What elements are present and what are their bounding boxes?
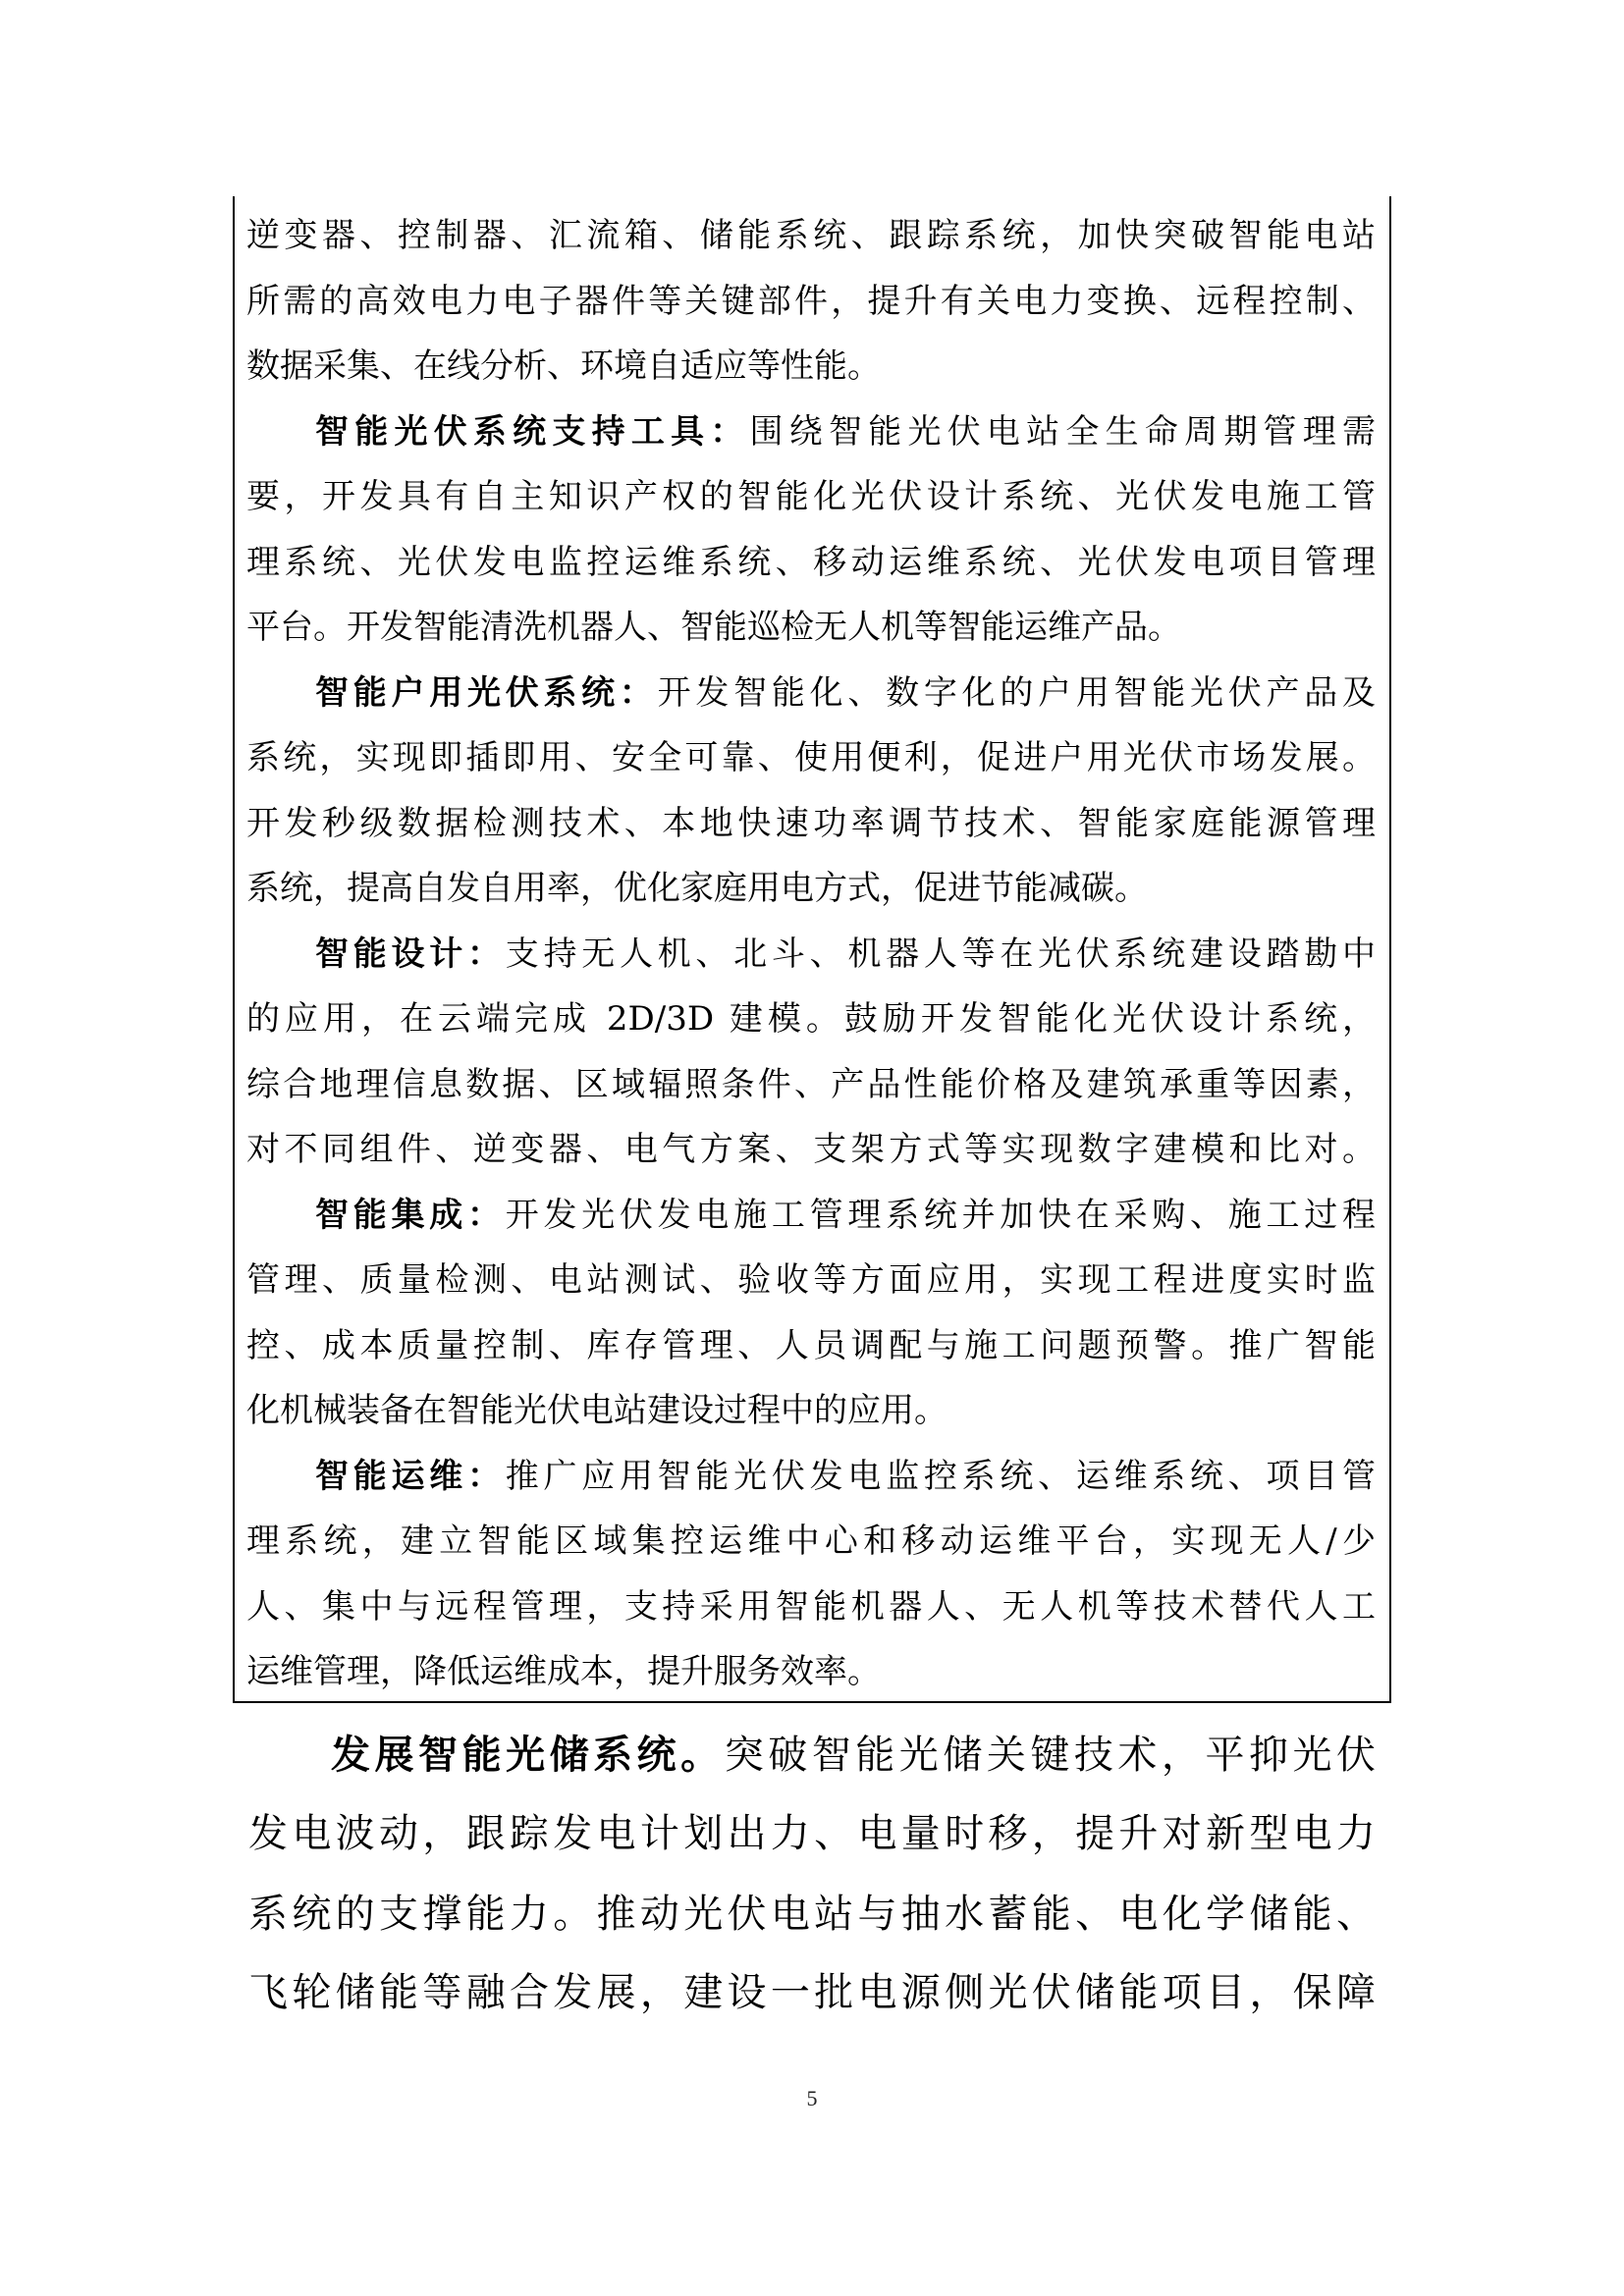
box-text-line: 要，开发具有自主知识产权的智能化光伏设计系统、光伏发电施工管: [246, 477, 1376, 516]
box-text-line: 综合地理信息数据、区域辐照条件、产品性能价格及建筑承重等因素，: [246, 1065, 1376, 1104]
page-number: 5: [806, 2086, 818, 2110]
box-text-line: 的应用，在云端完成 2D/3D 建模。鼓励开发智能化光伏设计系统，: [246, 999, 1376, 1039]
paragraph-heading-residential-pv: 智能户用光伏系统：: [315, 673, 658, 713]
body-text-line: 飞轮储能等融合发展，建设一批电源侧光伏储能项目，保障: [248, 1970, 1376, 2015]
paragraph-heading-support-tools: 智能光伏系统支持工具：: [315, 412, 750, 452]
box-paragraph-first-line: 智能设计：支持无人机、北斗、机器人等在光伏系统建设踏勘中: [315, 934, 1377, 974]
box-text-line: 数据采集、在线分析、环境自适应等性能。: [246, 347, 881, 386]
box-paragraph-first-line: 智能户用光伏系统：开发智能化、数字化的户用智能光伏产品及: [315, 673, 1377, 713]
box-text-line: 系统，提高自发自用率，优化家庭用电方式，促进节能减碳。: [246, 869, 1148, 908]
box-text-line: 理系统，建立智能区域集控运维中心和移动运维平台，实现无人/少: [246, 1522, 1376, 1561]
box-text-line: 控、成本质量控制、库存管理、人员调配与施工问题预警。推广智能: [246, 1326, 1376, 1365]
box-text-line: 平台。开发智能清洗机器人、智能巡检无人机等智能运维产品。: [246, 608, 1181, 647]
box-paragraph-first-line: 智能运维：推广应用智能光伏发电监控系统、运维系统、项目管: [315, 1457, 1377, 1496]
paragraph-heading-smart-design: 智能设计：: [315, 934, 506, 974]
box-text-line: 开发秒级数据检测技术、本地快速功率调节技术、智能家庭能源管理: [246, 804, 1376, 843]
box-text-line: 逆变器、控制器、汇流箱、储能系统、跟踪系统，加快突破智能电站: [246, 216, 1376, 255]
paragraph-heading-pv-storage: 发展智能光储系统。: [331, 1732, 725, 1778]
box-text-line: 人、集中与远程管理，支持采用智能机器人、无人机等技术替代人工: [246, 1587, 1376, 1627]
box-text-line: 所需的高效电力电子器件等关键部件，提升有关电力变换、远程控制、: [246, 282, 1376, 321]
box-text-line: 系统，实现即插即用、安全可靠、使用便利，促进户用光伏市场发展。: [246, 738, 1376, 777]
box-paragraph-first-line: 智能光伏系统支持工具：围绕智能光伏电站全生命周期管理需: [315, 412, 1377, 452]
paragraph-heading-smart-integration: 智能集成：: [315, 1196, 506, 1235]
body-paragraph-first-line: 发展智能光储系统。突破智能光储关键技术，平抑光伏: [331, 1732, 1377, 1778]
box-paragraph-first-line: 智能集成：开发光伏发电施工管理系统并加快在采购、施工过程: [315, 1196, 1377, 1235]
box-text-line: 对不同组件、逆变器、电气方案、支架方式等实现数字建模和比对。: [246, 1130, 1376, 1169]
box-text-line: 管理、质量检测、电站测试、验收等方面应用，实现工程进度实时监: [246, 1260, 1376, 1300]
box-text-line: 理系统、光伏发电监控运维系统、移动运维系统、光伏发电项目管理: [246, 543, 1376, 582]
box-text-line: 运维管理，降低运维成本，提升服务效率。: [246, 1652, 881, 1691]
paragraph-heading-smart-om: 智能运维：: [315, 1457, 506, 1496]
body-text-line: 发电波动，跟踪发电计划出力、电量时移，提升对新型电力: [248, 1811, 1376, 1856]
body-text-line: 系统的支撑能力。推动光伏电站与抽水蓄能、电化学储能、: [248, 1892, 1376, 1937]
box-text-line: 化机械装备在智能光伏电站建设过程中的应用。: [246, 1391, 947, 1430]
